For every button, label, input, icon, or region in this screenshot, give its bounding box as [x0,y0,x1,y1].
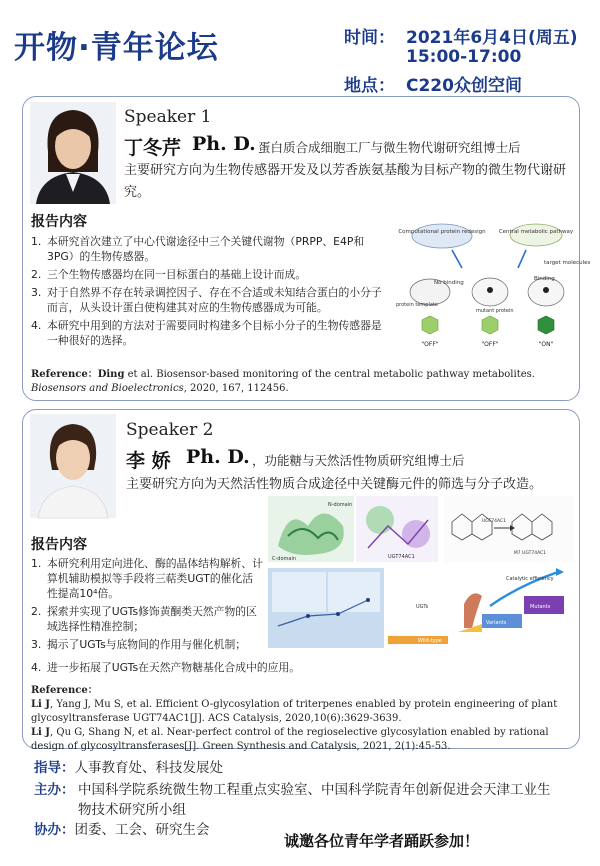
fig1-mutant: mutant protein [476,308,514,314]
fig2-lib: UGTs [416,604,429,610]
fig2-ugt: UGT74AC1 [388,554,415,560]
fig1-central: Central metabolic pathway [498,229,574,235]
speaker2-report-item4 [31,660,451,678]
forum-title: 开物·青年论坛 [14,30,219,66]
time-label: 时间： [344,28,395,48]
fig1-binding: Binding [534,276,555,282]
speaker2-figure [268,496,574,648]
fig1-target: target molecules [544,260,591,266]
speaker2-photo [30,414,116,518]
fig2-cdomain: C-domain [272,556,297,562]
fig2-step2: Variants [486,620,507,626]
fig1-off2: "OFF" [481,341,499,348]
invite-text: 诚邀各位青年学者踊跃参加！ [284,832,480,850]
speaker2-report-list [31,556,263,655]
fig1-computational: Computational protein redesign [398,229,486,235]
fig2-efficiency: Catalytic efficiency [506,576,554,582]
speaker1-reference: Reference：Ding et al. Biosensor-based monitoring of the central metabolic pathway metabolites. Biosensors and Bioelectronics, 2020, 167, 112456. [31,369,535,394]
speaker2-report-title: 报告内容 [31,537,87,553]
speaker1-figure [394,222,591,352]
event-hours: 15:00-17:00 [406,47,522,67]
footer-guide: 指导：人事教育处、科技发展处 [34,760,223,776]
list-item: 3. 揭示了UGTs与底物间的作用与催化机制； [31,638,247,651]
fig2-ndomain: N-domain [328,502,353,508]
speaker2-name: 李 娇 [126,450,171,472]
speaker1-report-title: 报告内容 [31,214,87,230]
footer-host: 主办： 中国科学院系统微生物工程重点实验室、中国科学院青年创新促进会天津工业生物技术研究所小组 [34,782,551,818]
speaker1-name: 丁冬芹 [124,137,182,159]
speaker1-label: Speaker 1 [124,107,212,127]
list-item: 1. 本研究首次建立了中心代谢途径中三个关键代谢物（PRPP、E4P和3PG）的生物传感器。 [31,235,365,263]
speaker2-reference: Reference： Li J, Yang J, Mu S, et al. Efficient O-glycosylation of triterpenes enabled by protein engineering of plant glycosyltransferase UGT74AC1[J]. ACS Catalysis, 2020,10(6):3629-3639. Li J, Qu G, Shang N, et al. Near-perfect control of the regioselective glycosylation enabled by rational design of glycosyltransferases[J]. Green Synthesis and Catalysis, 2021, 2(1):45-53. [31,685,558,752]
fig1-nobinding: No binding [434,280,464,286]
footer-co: 协办：团委、工会、研究生会 [34,822,210,838]
fig2-ugtsub: UGT74AC1 [481,519,507,524]
event-place: C220众创空间 [406,76,522,96]
fig2-step3: Mutants [530,604,551,610]
speaker1-research: 主要研究方向为生物传感器开发及以芳香族氨基酸为目标产物的微生物代谢研究。 [124,163,567,200]
list-item: 4. 本研究中用到的方法对于需要同时构建多个目标小分子的生物传感器是一种很好的选择。 [31,319,382,347]
list-item: 4. 进一步拓展了UGTs在天然产物糖基化合成中的应用。 [31,661,301,674]
speaker2-degree: Ph. D. [186,446,250,468]
list-item: 2. 三个生物传感器均在同一目标蛋白的基础上设计而成。 [31,268,307,281]
speaker1-photo [30,102,116,204]
speaker1-degree: Ph. D. [192,133,256,155]
fig2-step1: Wild-type [418,638,442,644]
speaker2-research: 主要研究方向为天然活性物质合成途径中关键酶元件的筛选与分子改造。 [126,477,543,492]
event-date: 2021年6月4日(周五) [406,28,578,48]
speaker1-role: 蛋白质合成细胞工厂与微生物代谢研究组博士后 [258,140,521,155]
fig2-mutant: M7 UGT74AC1 [513,551,547,556]
list-item: 2. 探索并实现了UGTs修饰黄酮类天然产物的区域选择性精准控制； [31,605,257,633]
speaker2-label: Speaker 2 [126,420,214,440]
fig1-template: protein template [396,302,438,308]
speaker1-report-list [31,234,391,351]
place-label: 地点： [344,76,395,96]
speaker2-role: ，功能糖与天然活性物质研究组博士后 [252,453,465,468]
list-item: 3. 对于自然界不存在转录调控因子、存在不合适或未知结合蛋白的小分子而言，从头设计蛋白使构建其对应的生物传感器成为可能。 [31,286,382,314]
list-item: 1. 本研究利用定向进化、酶的晶体结构解析、计算机辅助模拟等手段将三萜类UGT的催化活性提高10⁴倍。 [31,557,263,600]
fig1-on: "ON" [538,341,554,348]
fig1-off1: "OFF" [421,341,439,348]
